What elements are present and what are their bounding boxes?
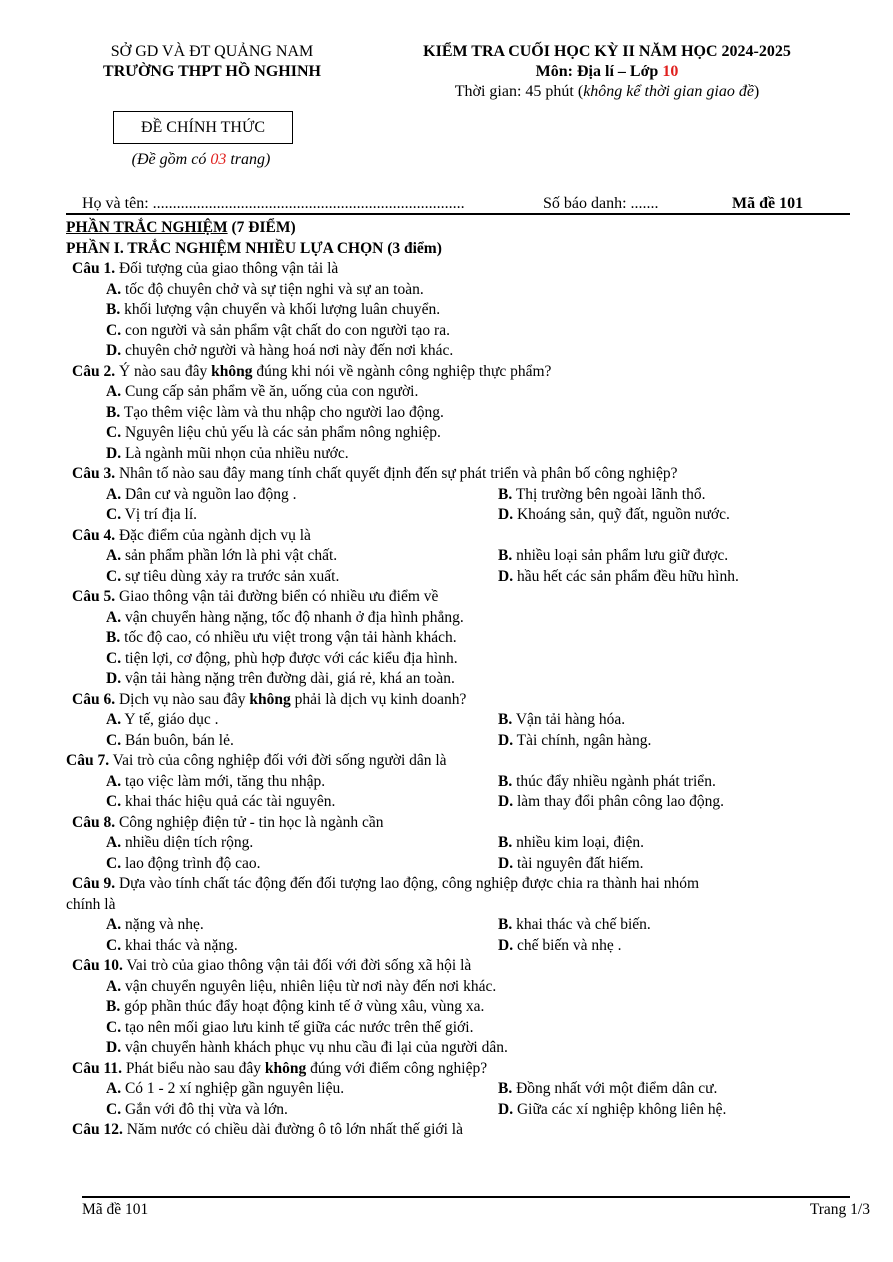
- page-count-note: [96, 150, 306, 170]
- option-b: [498, 1079, 717, 1100]
- option-d: [66, 341, 856, 362]
- option-d: [498, 792, 724, 813]
- option-text: tạo việc làm mới, tăng thu nhập.: [121, 772, 326, 790]
- school-name: TRƯỜNG THPT HỒ NGHINH: [103, 63, 321, 80]
- option-d: [498, 854, 644, 875]
- option-label: B.: [106, 301, 121, 318]
- option-label: A.: [106, 608, 122, 626]
- option-text: Thị trường bên ngoài lãnh thổ.: [512, 485, 706, 503]
- option-text: nhiều loại sản phẩm lưu giữ được.: [512, 547, 729, 564]
- option-a: [66, 280, 856, 301]
- question-text: Phát biểu nào sau đây: [121, 1059, 265, 1077]
- option-b: [498, 485, 705, 506]
- option-label: C.: [106, 567, 122, 585]
- option-label: B.: [498, 485, 513, 503]
- option-a: [106, 1080, 344, 1097]
- section-main-title: [66, 218, 856, 239]
- question-10: [66, 956, 856, 977]
- option-label: C.: [106, 506, 122, 523]
- question-2: [66, 362, 856, 383]
- option-text: chuyên chở người và hàng hoá nơi này đến nơi khác.: [121, 342, 454, 359]
- option-label: A.: [106, 834, 122, 851]
- option-label: C.: [106, 649, 122, 667]
- option-a: [106, 547, 337, 564]
- option-row: [66, 485, 856, 506]
- option-text: tiện lợi, cơ động, phù hợp được với các kiểu địa hình.: [121, 649, 458, 667]
- option-label: B.: [106, 998, 121, 1015]
- option-text: Vận tải hàng hóa.: [512, 711, 626, 728]
- footer-page-number: Trang 1/3: [809, 1201, 870, 1218]
- question-number: Câu 7.: [66, 752, 110, 769]
- option-a: [66, 382, 856, 403]
- option-label: C.: [106, 936, 122, 954]
- student-name-field: Họ và tên: ..............................................................................: [82, 195, 465, 212]
- option-d: [498, 505, 730, 526]
- option-row: [66, 833, 856, 854]
- option-text: sản phẩm phần lớn là phi vật chất.: [121, 547, 338, 564]
- option-a: [106, 486, 297, 503]
- question-7: [66, 751, 856, 772]
- question-text: Vai trò của giao thông vận tải đối với đời sống xã hội là: [122, 957, 472, 974]
- option-b: [66, 628, 856, 649]
- option-c: [106, 1101, 288, 1118]
- question-text-end: đúng khi nói về ngành công nghiệp thực phẩm?: [252, 362, 552, 380]
- question-9-wrap: chính là: [66, 895, 116, 913]
- option-text: tốc độ cao, có nhiều ưu việt trong vận tải hành khách.: [120, 629, 457, 646]
- option-b: [498, 915, 651, 936]
- question-number: Câu 9.: [72, 875, 116, 892]
- question-9: [66, 874, 856, 895]
- question-6: [66, 690, 856, 711]
- option-label: A.: [106, 916, 122, 933]
- question-number: Câu 10.: [72, 957, 123, 974]
- option-b: [498, 833, 644, 854]
- option-text: lao động trình độ cao.: [121, 854, 261, 872]
- option-a: [106, 773, 325, 790]
- option-b: [66, 403, 856, 424]
- option-text: Có 1 - 2 xí nghiệp gần nguyên liệu.: [121, 1080, 345, 1097]
- pages-count: 03: [210, 151, 227, 168]
- option-label: A.: [106, 485, 122, 503]
- section-main-points: (7 ĐIỂM): [227, 219, 296, 236]
- subject-line: [372, 62, 842, 82]
- option-label: D.: [106, 1039, 122, 1056]
- option-label: D.: [106, 342, 122, 359]
- option-text: Y tế, giáo dục .: [121, 711, 219, 728]
- option-row: [66, 505, 856, 526]
- section-main-label: PHẦN TRẮC NGHIỆM: [66, 219, 228, 236]
- question-text: Dịch vụ nào sau đây: [115, 690, 250, 708]
- header-divider: [66, 213, 850, 215]
- option-text: Giữa các xí nghiệp không liên hệ.: [513, 1100, 727, 1118]
- subject-label: Môn: Địa lí – Lớp: [535, 63, 663, 80]
- question-text: Vai trò của công nghiệp đối với đời sống người dân là: [109, 752, 447, 769]
- option-text: chế biến và nhẹ .: [513, 936, 622, 954]
- grade-number: 10: [662, 63, 679, 80]
- question-11: [66, 1059, 856, 1080]
- option-label: C.: [106, 731, 122, 749]
- exam-content: [66, 218, 856, 1141]
- question-emphasis: không: [264, 1059, 307, 1077]
- option-c: [66, 321, 856, 342]
- question-text: Giao thông vận tải đường biển có nhiều ưu điểm về: [115, 588, 439, 605]
- option-label: A.: [106, 711, 122, 728]
- question-text: Ý nào sau đây: [115, 362, 212, 380]
- option-row: [66, 915, 856, 936]
- question-text: Đối tượng của giao thông vận tải là: [115, 260, 339, 277]
- pages-open: (: [131, 151, 137, 168]
- option-label: D.: [498, 567, 514, 585]
- question-text: Công nghiệp điện tử - tin học là ngành cần: [115, 813, 384, 831]
- option-text: vận chuyển nguyên liệu, nhiên liệu từ nơi này đến nơi khác.: [121, 977, 497, 995]
- footer-divider: [82, 1196, 850, 1198]
- option-a: [66, 977, 856, 998]
- option-c: [106, 506, 197, 523]
- time-line: [372, 82, 842, 102]
- question-emphasis: không: [211, 362, 253, 380]
- pages-prefix: Đề gồm có: [137, 151, 211, 168]
- option-label: C.: [106, 854, 122, 872]
- option-d: [498, 731, 651, 752]
- option-label: A.: [106, 977, 122, 995]
- option-text: nhiều diện tích rộng.: [121, 834, 254, 851]
- time-close: ): [753, 83, 760, 100]
- question-text-end: đúng với điểm công nghiệp?: [306, 1059, 488, 1077]
- option-label: C.: [106, 321, 122, 339]
- option-label: D.: [498, 854, 514, 872]
- option-label: D.: [498, 793, 514, 810]
- option-d: [66, 444, 856, 465]
- option-label: D.: [106, 444, 122, 462]
- question-number: Câu 5.: [72, 588, 116, 605]
- option-text: Khoáng sản, quỹ đất, nguồn nước.: [513, 506, 730, 523]
- question-12: [66, 1120, 856, 1141]
- question-number: Câu 12.: [72, 1121, 123, 1138]
- option-text: khai thác và nặng.: [121, 936, 238, 954]
- question-text-end: phải là dịch vụ kinh doanh?: [290, 690, 467, 708]
- option-a: [106, 711, 219, 728]
- option-row: [66, 731, 856, 752]
- option-text: con người và sản phẩm vật chất do con người tạo ra.: [121, 321, 450, 339]
- option-d: [66, 1038, 856, 1059]
- option-d: [66, 669, 856, 690]
- option-c: [106, 568, 339, 585]
- question-number: Câu 3.: [72, 465, 116, 482]
- option-a: [106, 916, 204, 933]
- option-text: vận tải hàng nặng trên đường dài, giá rẻ, khá an toàn.: [121, 670, 455, 687]
- option-c: [106, 793, 335, 810]
- option-text: Là ngành mũi nhọn của nhiều nước.: [121, 444, 349, 462]
- question-emphasis: không: [249, 690, 291, 708]
- option-row: [66, 546, 856, 567]
- option-row: [66, 1079, 856, 1100]
- option-text: Đồng nhất với một điểm dân cư.: [512, 1080, 718, 1097]
- section-part1-title: PHẦN I. TRẮC NGHIỆM NHIỀU LỰA CHỌN (3 điểm): [66, 239, 442, 257]
- question-text: Nhân tố nào sau đây mang tính chất quyết định đến sự phát triển và phân bố công nghiệp?: [115, 465, 678, 482]
- option-label: B.: [498, 916, 513, 933]
- option-text: nhiều kim loại, điện.: [512, 834, 644, 851]
- option-b: [498, 772, 716, 793]
- option-a: [106, 834, 253, 851]
- option-d: [498, 936, 622, 957]
- option-text: vận chuyển hành khách phục vụ nhu cầu đi lại của người dân.: [121, 1039, 508, 1056]
- option-label: B.: [106, 403, 121, 421]
- option-b: [66, 997, 856, 1018]
- official-exam-box: ĐỀ CHÍNH THỨC: [113, 111, 293, 144]
- header-left: [82, 42, 342, 82]
- option-label: B.: [498, 1080, 513, 1097]
- option-label: A.: [106, 280, 122, 298]
- option-d: [498, 1100, 726, 1121]
- option-c: [66, 423, 856, 444]
- option-text: góp phần thúc đẩy hoạt động kinh tế ở vùng xâu, vùng xa.: [120, 998, 485, 1015]
- option-text: Cung cấp sản phẩm về ăn, uống của con người.: [121, 383, 419, 400]
- question-text: Năm nước có chiều dài đường ô tô lớn nhất thế giới là: [122, 1121, 463, 1138]
- option-label: C.: [106, 424, 122, 441]
- option-c: [106, 937, 238, 954]
- option-d: [498, 567, 739, 588]
- option-text: khai thác hiệu quả các tài nguyên.: [121, 793, 336, 810]
- header-right: [372, 42, 842, 102]
- question-8: [66, 813, 856, 834]
- question-text: Đặc điểm của ngành dịch vụ là: [115, 526, 311, 544]
- option-row: [66, 710, 856, 731]
- option-label: D.: [106, 670, 122, 687]
- option-text: hầu hết các sản phẩm đều hữu hình.: [513, 567, 739, 585]
- option-text: Tài chính, ngân hàng.: [513, 731, 652, 749]
- question-number: Câu 11.: [72, 1059, 122, 1077]
- option-label: A.: [106, 383, 122, 400]
- option-text: khai thác và chế biến.: [512, 916, 651, 933]
- time-note: không kể thời gian giao đề: [583, 83, 754, 100]
- option-label: A.: [106, 1080, 122, 1097]
- option-label: D.: [498, 936, 514, 954]
- option-b: [498, 546, 728, 567]
- option-text: Tạo thêm việc làm và thu nhập cho người lao động.: [120, 403, 444, 421]
- option-label: B.: [498, 547, 513, 564]
- question-3: [66, 464, 856, 485]
- question-number: Câu 6.: [72, 690, 116, 708]
- option-c: [66, 1018, 856, 1039]
- option-text: vận chuyển hàng nặng, tốc độ nhanh ở địa hình phẳng.: [121, 608, 464, 626]
- exam-title: KIỂM TRA CUỐI HỌC KỲ II NĂM HỌC 2024-2025: [423, 43, 791, 60]
- question-number: Câu 2.: [72, 362, 116, 380]
- pages-suffix: trang: [226, 151, 265, 168]
- student-id-field: Số báo danh: .......: [543, 195, 659, 212]
- option-text: Dân cư và nguồn lao động .: [121, 485, 297, 503]
- option-text: Nguyên liệu chủ yếu là các sản phẩm nông nghiệp.: [121, 424, 441, 441]
- option-text: sự tiêu dùng xảy ra trước sản xuất.: [121, 567, 340, 585]
- option-c: [106, 855, 261, 872]
- option-row: [66, 1100, 856, 1121]
- option-text: nặng và nhẹ.: [121, 916, 204, 933]
- question-number: Câu 4.: [72, 526, 116, 544]
- option-label: D.: [498, 1100, 514, 1118]
- option-row: [66, 772, 856, 793]
- option-text: khối lượng vận chuyển và khối lượng luân chuyển.: [120, 301, 441, 318]
- option-label: C.: [106, 793, 122, 810]
- option-text: thúc đẩy nhiều ngành phát triển.: [512, 772, 716, 790]
- question-5: [66, 587, 856, 608]
- option-text: tài nguyên đất hiếm.: [513, 854, 644, 872]
- question-1: [66, 259, 856, 280]
- question-number: Câu 1.: [72, 260, 116, 277]
- time-label: Thời gian: 45 phút (: [454, 83, 584, 100]
- option-text: Gắn với đô thị vừa và lớn.: [121, 1100, 288, 1118]
- option-c: [66, 649, 856, 670]
- exam-code: Mã đề 101: [732, 195, 804, 212]
- option-b: [66, 300, 856, 321]
- question-number: Câu 8.: [72, 813, 116, 831]
- option-a: [66, 608, 856, 629]
- option-text: Vị trí địa lí.: [121, 506, 197, 523]
- option-label: C.: [106, 1018, 122, 1036]
- department-name: SỞ GD VÀ ĐT QUẢNG NAM: [110, 43, 314, 60]
- option-text: làm thay đổi phân công lao động.: [513, 793, 725, 810]
- option-label: B.: [498, 772, 513, 790]
- option-row: [66, 567, 856, 588]
- option-label: B.: [106, 629, 121, 646]
- option-row: [66, 792, 856, 813]
- option-b: [498, 710, 625, 731]
- option-label: D.: [498, 731, 514, 749]
- option-text: Bán buôn, bán lẻ.: [121, 731, 234, 749]
- option-label: B.: [498, 711, 513, 728]
- option-text: tốc độ chuyên chở và sự tiện nghi và sự an toàn.: [121, 280, 424, 298]
- option-label: B.: [498, 834, 513, 851]
- option-label: C.: [106, 1100, 122, 1118]
- option-row: [66, 936, 856, 957]
- question-4: [66, 526, 856, 547]
- question-text: Dựa vào tính chất tác động đến đối tượng lao động, công nghiệp được chia ra thành hai nhóm: [115, 875, 700, 892]
- option-label: A.: [106, 772, 122, 790]
- option-c: [106, 732, 234, 749]
- footer-exam-code: Mã đề 101: [82, 1201, 149, 1218]
- option-text: tạo nên mối giao lưu kinh tế giữa các nước trên thế giới.: [121, 1018, 474, 1036]
- option-label: A.: [106, 547, 122, 564]
- pages-close: ): [264, 151, 271, 168]
- option-row: [66, 854, 856, 875]
- option-label: D.: [498, 506, 514, 523]
